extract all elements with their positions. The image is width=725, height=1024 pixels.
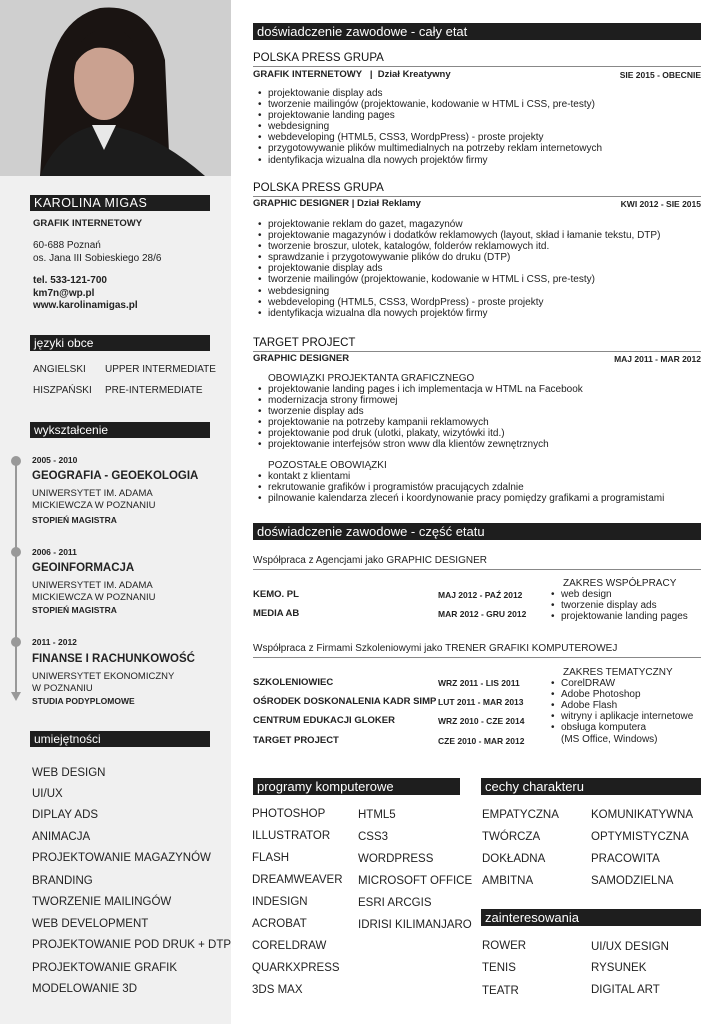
client-name: MEDIA AB (253, 608, 300, 619)
duties-subheading: POZOSTAŁE OBOWIĄZKI (268, 460, 387, 471)
edu-field: GEOGRAFIA - GEOEKOLOGIA (32, 470, 199, 482)
duty-item: • projektowanie na potrzeby kampanii reklamowych (258, 417, 583, 428)
skill-item: MODELOWANIE 3D (32, 983, 138, 995)
timeline-dot (11, 456, 21, 466)
software-item: CSS3 (358, 831, 389, 843)
parttime-heading: doświadczenie zawodowe - część etatu (253, 523, 701, 540)
address-line-2: os. Jana III Sobieskiego 28/6 (33, 253, 162, 264)
trait-item: OPTYMISTYCZNA (591, 831, 689, 843)
client-name: TARGET PROJECT (253, 735, 339, 746)
edu-school: UNIWERSYTET EKONOMICZNY (32, 671, 175, 682)
duty-item: • tworzenie broszur, ulotek, katalogów, folderów reklamowych itd. (258, 241, 660, 252)
scope-item: • CorelDRAW (551, 678, 693, 689)
client-date: MAR 2012 - GRU 2012 (438, 609, 527, 619)
skill-item: PROJEKTOWANIE MAGAZYNÓW (32, 852, 211, 864)
interest-item: RYSUNEK (591, 962, 647, 974)
profile-photo (0, 0, 231, 176)
trait-item: EMPATYCZNA (482, 809, 559, 821)
edu-school: MICKIEWCZA W POZNANIU (32, 592, 156, 603)
edu-degree: STOPIEŃ MAGISTRA (32, 605, 117, 615)
software-item: FLASH (252, 852, 290, 864)
client-name: OŚRODEK DOSKONALENIA KADR SIMP (253, 696, 437, 707)
divider (253, 66, 701, 67)
job-date: SIE 2015 - OBECNIE (619, 70, 701, 80)
skills-heading: umiejętności (30, 731, 210, 747)
trait-item: KOMUNIKATYWNA (591, 809, 694, 821)
edu-school: W POZNANIU (32, 683, 93, 694)
fulltime-heading: doświadczenie zawodowe - cały etat (253, 23, 701, 40)
edu-field: FINANSE I RACHUNKOWOŚĆ (32, 653, 195, 665)
skill-item: PROJEKTOWANIE POD DRUK + DTP (32, 939, 232, 951)
duty-item: • projektowanie interfejsów stron www dla klientów zewnętrznych (258, 439, 583, 450)
languages-heading: języki obce (30, 335, 210, 351)
interest-item: DIGITAL ART (591, 984, 660, 996)
client-name: SZKOLENIOWIEC (253, 677, 334, 688)
scope-item: • Adobe Flash (551, 700, 693, 711)
software-item: PHOTOSHOP (252, 808, 326, 820)
job-date: KWI 2012 - SIE 2015 (620, 199, 701, 209)
edu-years: 2011 - 2012 (32, 637, 77, 647)
interest-item: TENIS (482, 962, 516, 974)
skill-item: UI/UX (32, 788, 63, 800)
divider (253, 351, 701, 352)
duty-item: • tworzenie mailingów (projektowanie, kodowanie w HTML i CSS, pre-testy) (258, 274, 660, 285)
scope-item: • obsługa komputera (551, 722, 693, 733)
duty-item: • identyfikacja wizualna dla nowych projektów firmy (258, 155, 602, 166)
duty-item: • projektowanie pod druk (ulotki, plakaty, wizytówki itd.) (258, 428, 583, 439)
education-timeline (15, 458, 17, 698)
divider (253, 569, 701, 570)
client-date: WRZ 2011 - LIS 2011 (438, 678, 520, 688)
skill-item: DIPLAY ADS (32, 809, 99, 821)
duty-item: • projektowanie magazynów i dodatków reklamowych (layout, skład i łamanie tekstu, DTP) (258, 230, 660, 241)
duty-item: • webdeveloping (HTML5, CSS3, WordpPress) - proste projekty (258, 132, 602, 143)
skill-item: BRANDING (32, 875, 93, 887)
duty-item: • tworzenie mailingów (projektowanie, kodowanie w HTML i CSS, pre-testy) (258, 99, 602, 110)
scope-title: ZAKRES WSPÓŁPRACY (563, 578, 677, 589)
edu-school: MICKIEWCZA W POZNANIU (32, 500, 156, 511)
duty-item: • webdeveloping (HTML5, CSS3, WordpPress) - proste projekty (258, 297, 660, 308)
software-item: ACROBAT (252, 918, 307, 930)
timeline-arrow-icon (11, 692, 21, 701)
software-heading: programy komputerowe (253, 778, 460, 795)
duty-item: • projektowanie landing pages i ich implementacja w HTML na Facebook (258, 384, 583, 395)
language-level: UPPER INTERMEDIATE (105, 364, 216, 375)
divider (253, 657, 701, 658)
scope-list (551, 589, 688, 622)
company-name: POLSKA PRESS GRUPA (253, 182, 384, 194)
email[interactable]: km7n@wp.pl (33, 288, 95, 299)
education-heading: wykształcenie (30, 422, 210, 438)
phone: tel. 533-121-700 (33, 275, 107, 286)
skill-item: PROJEKTOWANIE GRAFIK (32, 962, 178, 974)
timeline-dot (11, 547, 21, 557)
scope-note: (MS Office, Windows) (561, 734, 658, 745)
edu-degree: STUDIA PODYPLOMOWE (32, 696, 135, 706)
job-role: GRAPHIC DESIGNER (253, 353, 350, 364)
skill-item: WEB DEVELOPMENT (32, 918, 149, 930)
name-bar: KAROLINA MIGAS (30, 195, 210, 211)
client-date: LUT 2011 - MAR 2013 (438, 697, 524, 707)
trait-item: PRACOWITA (591, 853, 660, 865)
duty-item: • przygotowywanie plików multimedialnych na potrzeby reklam internetowych (258, 143, 602, 154)
duty-item: • sprawdzanie i przygotowywanie plików do druku (DTP) (258, 252, 660, 263)
trait-item: AMBITNA (482, 875, 534, 887)
divider (253, 196, 701, 197)
duty-item: • projektowanie display ads (258, 88, 602, 99)
software-item: 3DS MAX (252, 984, 303, 996)
duty-item: • projektowanie landing pages (258, 110, 602, 121)
software-item: ESRI ARCGIS (358, 897, 432, 909)
edu-degree: STOPIEŃ MAGISTRA (32, 515, 117, 525)
profile-title: GRAFIK INTERNETOWY (33, 218, 143, 229)
job-duties (258, 384, 583, 451)
cooperation-title: Współpraca z Firmami Szkoleniowymi jako TRENER GRAFIKI KOMPUTEROWEJ (253, 643, 618, 654)
traits-heading: cechy charakteru (481, 778, 701, 795)
website[interactable]: www.karolinamigas.pl (33, 300, 138, 311)
scope-item: • Adobe Photoshop (551, 689, 693, 700)
duty-item: • pilnowanie kalendarza zleceń i koordynowanie pracy pomiędzy grafikami a programistami (258, 493, 664, 504)
job-duties (258, 88, 602, 166)
duty-item: • tworzenie display ads (258, 406, 583, 417)
edu-years: 2005 - 2010 (32, 455, 78, 465)
software-item: ILLUSTRATOR (252, 830, 331, 842)
scope-item: • projektowanie landing pages (551, 611, 688, 622)
software-item: INDESIGN (252, 896, 308, 908)
language-name: ANGIELSKI (33, 364, 86, 375)
language-level: PRE-INTERMEDIATE (105, 385, 203, 396)
timeline-dot (11, 637, 21, 647)
software-item: CORELDRAW (252, 940, 327, 952)
job-role: GRAPHIC DESIGNER | Dział Reklamy (253, 198, 421, 209)
client-name: KEMO. PL (253, 589, 299, 600)
software-item: MICROSOFT OFFICE (358, 875, 473, 887)
duty-item: • webdesigning (258, 121, 602, 132)
skill-item: WEB DESIGN (32, 767, 106, 779)
scope-list (551, 678, 693, 733)
duty-item: • modernizacja strony firmowej (258, 395, 583, 406)
trait-item: DOKŁADNA (482, 853, 546, 865)
software-item: IDRISI KILIMANJARO (358, 919, 472, 931)
cooperation-title: Współpraca z Agencjami jako GRAPHIC DESIGNER (253, 555, 487, 566)
company-name: TARGET PROJECT (253, 337, 356, 349)
trait-item: TWÓRCZA (482, 831, 541, 843)
software-item: DREAMWEAVER (252, 874, 343, 886)
interest-item: ROWER (482, 940, 527, 952)
client-name: CENTRUM EDUKACJI GLOKER (253, 715, 395, 726)
duty-item: • identyfikacja wizualna dla nowych projektów firmy (258, 308, 660, 319)
client-date: MAJ 2012 - PAŹ 2012 (438, 590, 523, 600)
duty-item: • webdesigning (258, 286, 660, 297)
trait-item: SAMODZIELNA (591, 875, 674, 887)
job-duties (258, 219, 660, 319)
interests-heading: zainteresowania (481, 909, 701, 926)
duty-item: • projektowanie reklam do gazet, magazynów (258, 219, 660, 230)
address-line-1: 60-688 Poznań (33, 240, 101, 251)
job-date: MAJ 2011 - MAR 2012 (614, 354, 701, 364)
job-role: GRAFIK INTERNETOWY | Dział Kreatywny (253, 69, 451, 80)
scope-item: • witryny i aplikacje internetowe (551, 711, 693, 722)
edu-years: 2006 - 2011 (32, 547, 77, 557)
scope-title: ZAKRES TEMATYCZNY (563, 667, 673, 678)
duty-item: • projektowanie display ads (258, 263, 660, 274)
scope-item: • web design (551, 589, 688, 600)
skill-item: ANIMACJA (32, 831, 91, 843)
skill-item: TWORZENIE MAILINGÓW (32, 896, 172, 908)
duties-subheading: OBOWIĄZKI PROJEKTANTA GRAFICZNEGO (268, 373, 475, 384)
language-name: HISZPAŃSKI (33, 385, 92, 396)
edu-field: GEOINFORMACJA (32, 562, 135, 574)
company-name: POLSKA PRESS GRUPA (253, 52, 384, 64)
duty-item: • rekrutowanie grafików i programistów pracujących zdalnie (258, 482, 664, 493)
client-date: CZE 2010 - MAR 2012 (438, 736, 525, 746)
duty-item: • kontakt z klientami (258, 471, 664, 482)
other-duties (258, 471, 664, 504)
scope-item: • tworzenie display ads (551, 600, 688, 611)
software-item: HTML5 (358, 809, 396, 821)
interest-item: UI/UX DESIGN (591, 941, 669, 953)
client-date: WRZ 2010 - CZE 2014 (438, 716, 525, 726)
software-item: QUARKXPRESS (252, 962, 340, 974)
edu-school: UNIWERSYTET IM. ADAMA (32, 580, 153, 591)
interest-item: TEATR (482, 985, 519, 997)
software-item: WORDPRESS (358, 853, 434, 865)
edu-school: UNIWERSYTET IM. ADAMA (32, 488, 153, 499)
